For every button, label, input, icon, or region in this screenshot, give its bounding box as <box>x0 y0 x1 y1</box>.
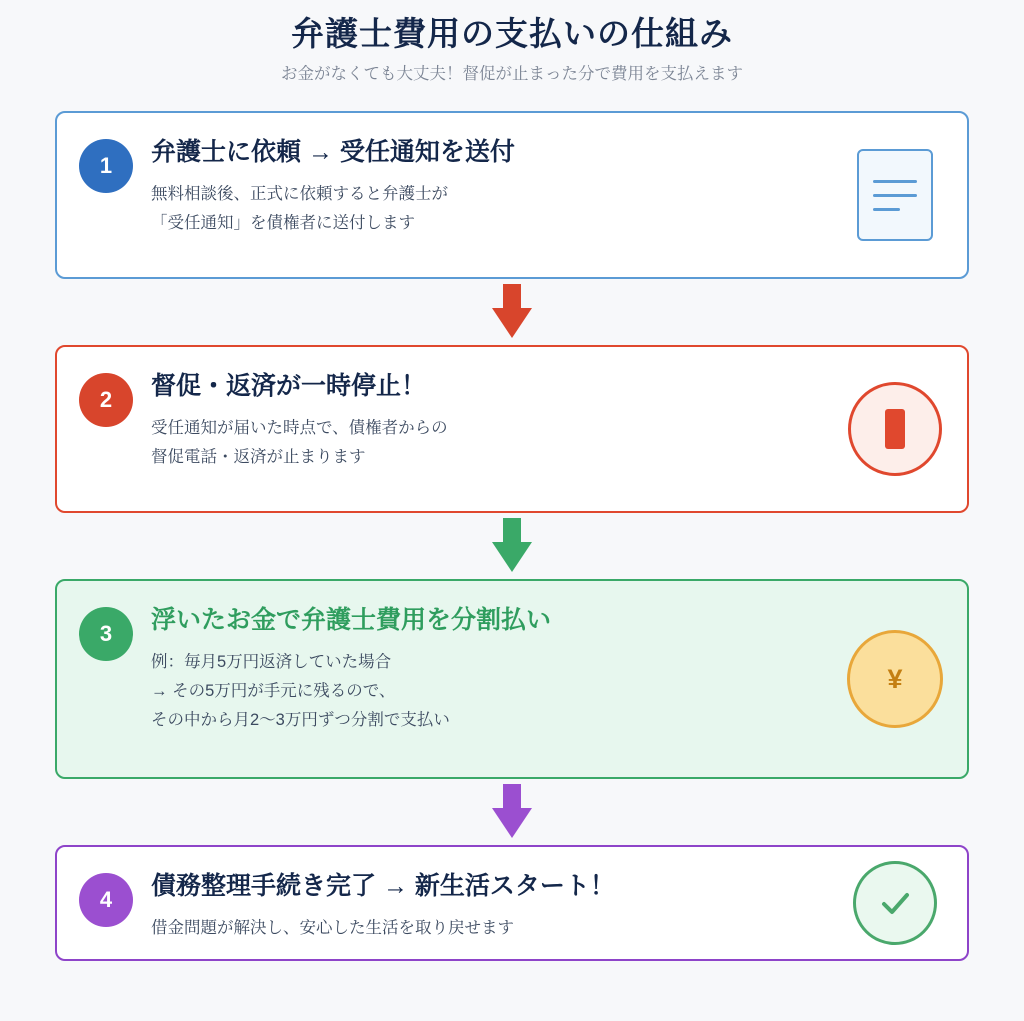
arrow-down-green-icon <box>495 518 529 574</box>
step-description-line: 督促電話・返済が止まります <box>151 448 366 467</box>
arrow-connector-2 <box>55 513 969 579</box>
step-description-line: 無料相談後、正式に依頼すると弁護士が <box>151 185 448 204</box>
step-description-line: 受任通知が届いた時点で、債権者からの <box>151 419 448 438</box>
step-description-line: その中から月2〜3万円ずつ分割で支払い <box>151 711 450 730</box>
stop-icon <box>848 382 942 476</box>
step-card-2 <box>55 345 969 513</box>
page-title: 弁護士費用の支払いの仕組み <box>291 15 733 52</box>
step-card-3 <box>55 579 969 779</box>
step-card-4 <box>55 845 969 961</box>
document-icon <box>857 149 933 241</box>
step-description-line: 「受任通知」を債権者に送付します <box>151 214 415 233</box>
step-illustration <box>847 861 943 945</box>
check-circle-icon <box>853 861 937 945</box>
step-body <box>151 601 847 735</box>
arrow-connector-3 <box>55 779 969 845</box>
step-number-badge: 1 <box>79 139 133 193</box>
arrow-connector-1 <box>55 279 969 345</box>
step-body <box>151 367 847 472</box>
step-description <box>151 180 847 238</box>
step-description-line: → その5万円が手元に残るので、 <box>151 682 396 701</box>
step-illustration <box>847 630 943 728</box>
step-description-line: 借金問題が解決し、安心した生活を取り戻せます <box>151 919 514 938</box>
step-description-line: 例：毎月5万円返済していた場合 <box>151 653 392 672</box>
step-number-badge: 2 <box>79 373 133 427</box>
header <box>55 14 969 85</box>
step-number-badge: 3 <box>79 607 133 661</box>
step-illustration <box>847 149 943 241</box>
yen-coin-icon: ¥ <box>847 630 943 728</box>
step-body <box>151 867 847 943</box>
arrow-down-purple-icon <box>495 784 529 840</box>
step-card-1 <box>55 111 969 279</box>
step-number-badge: 4 <box>79 873 133 927</box>
step-body <box>151 133 847 238</box>
step-description <box>151 914 847 943</box>
arrow-down-red-icon <box>495 284 529 340</box>
step-title: 督促・返済が一時停止！ <box>151 372 427 401</box>
step-title: 債務整理手続き完了 → 新生活スタート！ <box>151 872 615 901</box>
step-description <box>151 414 847 472</box>
page-subtitle: お金がなくても大丈夫！督促が止まった分で費用を支払えます <box>281 64 743 83</box>
step-description <box>151 648 847 735</box>
step-illustration <box>847 382 943 476</box>
step-title: 弁護士に依頼 → 受任通知を送付 <box>151 138 515 167</box>
step-title: 浮いたお金で弁護士費用を分割払い <box>151 606 552 635</box>
